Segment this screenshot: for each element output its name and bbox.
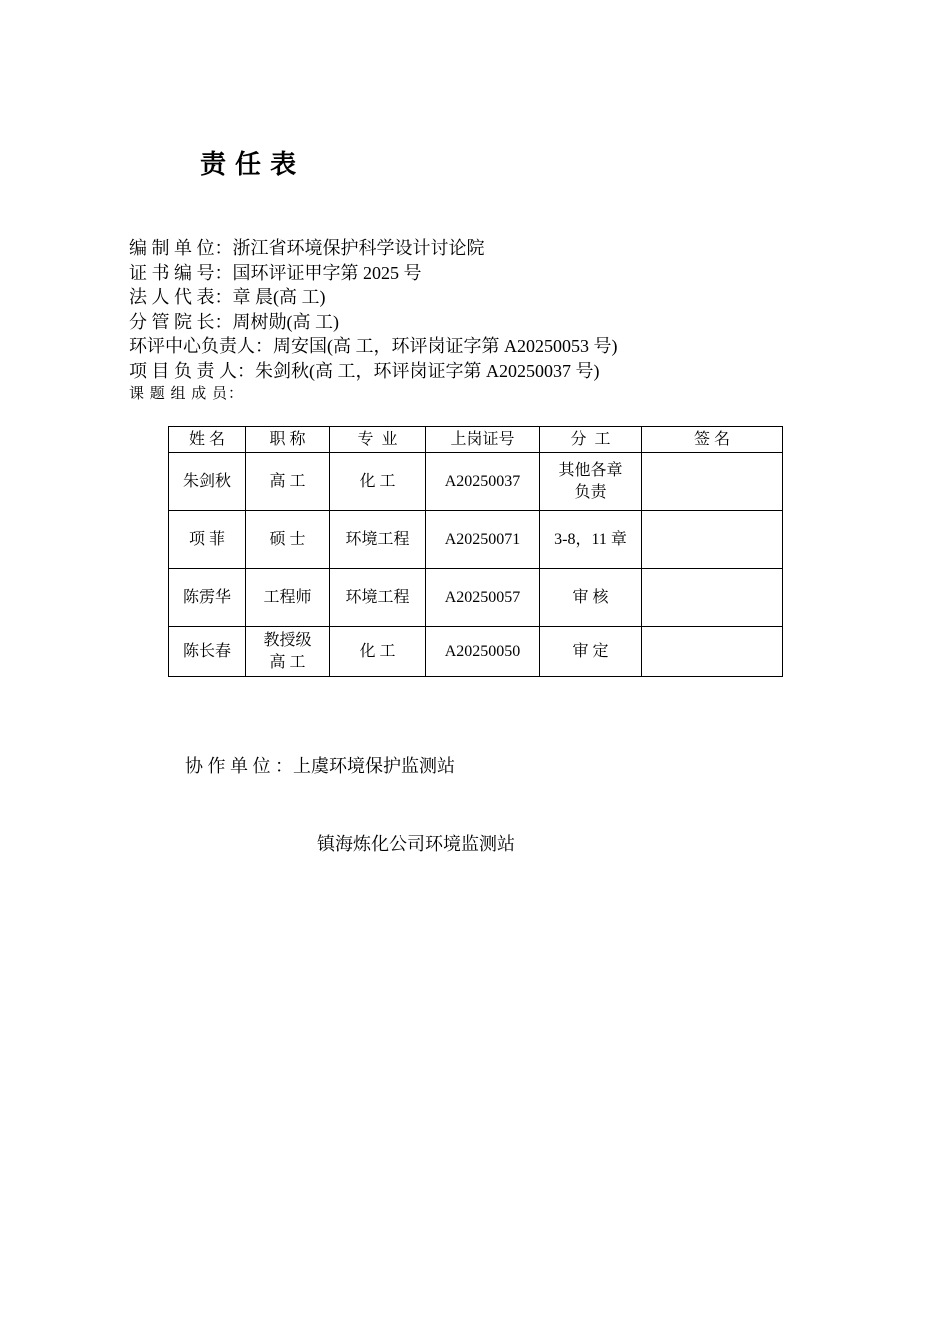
info-legal-rep: 法 人 代 表：章 晨(高 工): [129, 287, 326, 308]
project-info: [129, 236, 618, 404]
cooperation-label: 协 作 单 位 ：: [185, 756, 293, 776]
page-title: 责 任 表: [200, 150, 297, 180]
cell-duty: 审 定: [540, 627, 642, 677]
info-unit: 编 制 单 位：浙江省环境保护科学设计讨论院: [129, 238, 485, 258]
team-table: [168, 426, 783, 677]
header-signature: 签 名: [642, 427, 783, 453]
cell-duty: 其他各章 负责: [540, 453, 642, 511]
cell-cert: A20250037: [426, 453, 540, 511]
cell-title: 工程师: [246, 569, 330, 627]
info-team-label: 课 题 组 成 员：: [129, 385, 245, 402]
cell-name: 朱剑秋: [169, 453, 246, 511]
table-header-row: [169, 427, 783, 453]
cell-signature: [642, 569, 783, 627]
cell-major: 化 工: [330, 627, 426, 677]
header-duty: 分 工: [540, 427, 642, 453]
info-dean: 分 管 院 长：周树勋(高 工): [129, 311, 339, 332]
info-project-head: 项 目 负 责 人：朱剑秋(高 工，环评岗证字第 A20250037 号): [129, 360, 600, 381]
cell-title: 教授级 高 工: [246, 627, 330, 677]
cooperation-unit: 上虞环境保护监测站: [293, 756, 455, 776]
cooperation-units: [158, 727, 515, 883]
cell-title: 高 工: [246, 453, 330, 511]
header-title: 职 称: [246, 427, 330, 453]
header-major: 专 业: [330, 427, 426, 453]
cell-title: 硕 士: [246, 511, 330, 569]
cell-signature: [642, 627, 783, 677]
table-row: [169, 569, 783, 627]
cell-name: 陈长春: [169, 627, 246, 677]
cell-major: 环境工程: [330, 569, 426, 627]
header-cert: 上岗证号: [426, 427, 540, 453]
cell-signature: [642, 453, 783, 511]
cell-duty: 3-8，11 章: [540, 511, 642, 569]
cell-duty: 审 核: [540, 569, 642, 627]
table-row: [169, 627, 783, 677]
cell-cert: A20250071: [426, 511, 540, 569]
cell-name: 项 菲: [169, 511, 246, 569]
cooperation-unit: 镇海炼化公司环境监测站: [317, 834, 515, 854]
cell-name: 陈雳华: [169, 569, 246, 627]
info-certificate: 证 书 编 号：国环评证甲字第 2025 号: [129, 262, 422, 283]
cell-cert: A20250057: [426, 569, 540, 627]
header-name: 姓 名: [169, 427, 246, 453]
table-row: [169, 511, 783, 569]
cell-major: 化 工: [330, 453, 426, 511]
cell-major: 环境工程: [330, 511, 426, 569]
table-row: [169, 453, 783, 511]
cell-signature: [642, 511, 783, 569]
info-center-head: 环评中心负责人：周安国(高 工，环评岗证字第 A20250053 号): [129, 336, 618, 357]
cell-cert: A20250050: [426, 627, 540, 677]
